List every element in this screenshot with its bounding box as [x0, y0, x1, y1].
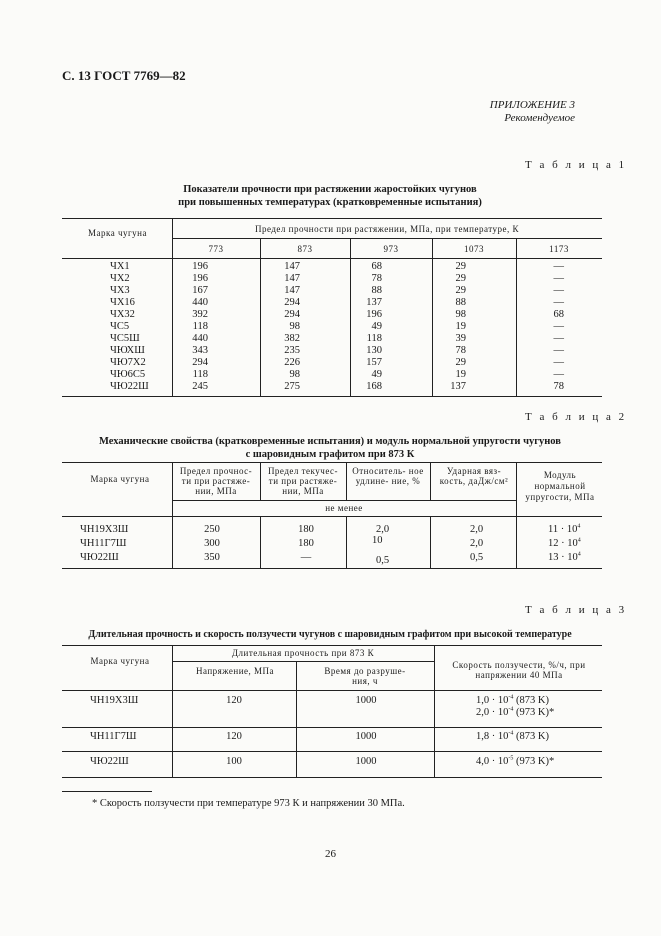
table2-cell-impact: 2,0 [470, 524, 484, 535]
table1-cell-mark: ЧС5 [110, 321, 130, 332]
table1-cell: 196 [366, 309, 382, 320]
creep-base: 4,0 · 10 [476, 756, 509, 767]
table1-cell: 49 [371, 321, 382, 332]
table1-cell-mark: ЧС5Ш [110, 333, 140, 344]
footnote: * Скорость ползучести при температуре 973 К и напряжении 30 МПа. [92, 798, 405, 809]
table3-title: Длительная прочность и скорость ползучести чугунов с шаровидным графитом при высокой температуре [88, 629, 572, 640]
table2-col-elong: Относитель- ное удлине- ние, % [352, 466, 424, 486]
table1-cell: — [553, 369, 564, 380]
table1-cell: 137 [450, 381, 466, 392]
table3-cell-mark: ЧН19Х3Ш [90, 695, 139, 706]
table2-cell-mark: ЧН19Х3Ш [80, 524, 129, 535]
table1-cell-mark: ЧЮ6С5 [110, 369, 146, 380]
appendix-note: Рекомендуемое [504, 112, 575, 124]
table3-cell-creep [476, 731, 549, 743]
table3-col-time: Время до разруше- ния, ч [324, 666, 406, 686]
table1-cell: 196 [192, 261, 208, 272]
table3-col-mark: Марка чугуна [90, 656, 150, 666]
table1-cell-mark: ЧХ1 [110, 261, 130, 272]
table3-cell-time: 1000 [355, 731, 377, 742]
table1-cell: 167 [192, 285, 208, 296]
table1-label: Т а б л и ц а 1 [525, 159, 627, 171]
table1-cell-mark: ЧЮХШ [110, 345, 145, 356]
table1-cell: — [553, 261, 564, 272]
table2-cell-modulus [548, 524, 580, 536]
table1-col-mark: Марка чугуна [87, 228, 147, 238]
table1-col-group: Предел прочности при растяжении, МПа, при температуре, К [254, 224, 520, 234]
table1-cell: 49 [371, 369, 382, 380]
table3-cell-mark: ЧЮ22Ш [90, 756, 129, 767]
table1-cell: 294 [284, 297, 300, 308]
table1-cell: 130 [366, 345, 382, 356]
table2-title-line1: Механические свойства (кратковременные испытания) и модуль нормальной упругости чугунов [99, 436, 561, 447]
table1-cell: 196 [192, 273, 208, 284]
table1-cell: 440 [192, 297, 208, 308]
table1-title-line2: при повышенных температурах (кратковременные испытания) [178, 197, 482, 208]
table2-cell-elong: 2,0 [376, 524, 390, 535]
table2-cell-yield: 180 [298, 524, 314, 535]
table1-cell: 157 [366, 357, 382, 368]
table1-title-line1: Показатели прочности при растяжении жаростойких чугунов [183, 184, 477, 195]
table2-cell-elong: 10 [372, 535, 383, 546]
table2-cell-mark: ЧН11Г7Ш [80, 538, 127, 549]
table3-col-stress: Напряжение, МПа [195, 666, 275, 676]
table1-cell: 382 [284, 333, 300, 344]
table1-cell: 168 [366, 381, 382, 392]
table1-cell: 19 [455, 369, 466, 380]
appendix-block [490, 99, 575, 125]
table1-cell: 78 [553, 381, 564, 392]
creep-exp: -4 [508, 730, 514, 737]
table1-cell: 78 [371, 273, 382, 284]
table1-temp: 973 [383, 244, 399, 254]
table2-col-impact: Ударная вяз- кость, даДж/см² [439, 466, 509, 486]
table2-col-yield: Предел текучес- ти при растяже- нии, МПа [267, 466, 339, 496]
table1-cell-mark: ЧЮ22Ш [110, 381, 149, 392]
table1-cell: 235 [284, 345, 300, 356]
table2-cell-modulus [548, 552, 581, 564]
table2-label: Т а б л и ц а 2 [525, 411, 627, 423]
table1-cell: — [553, 273, 564, 284]
page-header: С. 13 ГОСТ 7769—82 [62, 68, 186, 83]
table2-cell-impact: 2,0 [470, 538, 484, 549]
modulus-base: 11 · 10 [548, 524, 578, 535]
table3-cell-stress: 100 [226, 756, 242, 767]
modulus-exp: 4 [577, 537, 581, 544]
table1-cell: 343 [192, 345, 208, 356]
table1-cell-mark: ЧЮ7Х2 [110, 357, 146, 368]
table2-cell-modulus [548, 538, 581, 550]
creep-tail: (873 K) [513, 695, 549, 706]
table1-cell-mark: ЧХ32 [110, 309, 135, 320]
creep-exp: -5 [508, 755, 514, 762]
table1-cell: — [553, 345, 564, 356]
table2-title-line2: с шаровидным графитом при 873 К [245, 449, 415, 460]
table3-cell-stress: 120 [226, 731, 242, 742]
table1-cell: — [553, 297, 564, 308]
table1-cell: 68 [371, 261, 382, 272]
table2-cell-strength: 300 [204, 538, 220, 549]
table3-col-group: Длительная прочность при 873 К [231, 648, 375, 658]
creep-base: 1,8 · 10 [476, 731, 509, 742]
table2-cell-yield: 180 [298, 538, 314, 549]
table1-title [60, 183, 600, 209]
table1-cell: — [553, 333, 564, 344]
table1-cell: 88 [455, 297, 466, 308]
table3-cell-time: 1000 [355, 756, 377, 767]
modulus-exp: 4 [577, 523, 581, 530]
table1-cell: 29 [455, 285, 466, 296]
table2-title [60, 435, 600, 461]
table3-col-creep: Скорость ползучести, %/ч, при напряжении 40 МПа [452, 660, 586, 680]
table3-label: Т а б л и ц а 3 [525, 604, 627, 616]
table1-cell-mark: ЧХ2 [110, 273, 130, 284]
modulus-exp: 4 [577, 551, 581, 558]
modulus-base: 13 · 10 [548, 552, 578, 563]
table1-cell: 294 [192, 357, 208, 368]
table1-cell: 118 [366, 333, 382, 344]
table1-cell: 294 [284, 309, 300, 320]
table1-temp: 1073 [464, 244, 484, 254]
table1-cell: 245 [192, 381, 208, 392]
table1-cell: 147 [284, 273, 300, 284]
table1-cell: 226 [284, 357, 300, 368]
table1-cell: 29 [455, 261, 466, 272]
table3-cell-creep [476, 707, 554, 719]
table1-cell: 98 [455, 309, 466, 320]
page-number: 26 [325, 848, 336, 860]
table2-cell-strength: 250 [204, 524, 220, 535]
table1-cell: — [553, 321, 564, 332]
table2-cell-elong: 0,5 [376, 555, 390, 566]
table1-cell: 440 [192, 333, 208, 344]
creep-tail: (973 K)* [513, 707, 555, 718]
table1-cell-mark: ЧХ16 [110, 297, 135, 308]
table1-temp: 773 [208, 244, 224, 254]
table1-cell: 137 [366, 297, 382, 308]
table1-cell: 98 [289, 321, 300, 332]
table1-cell: 118 [192, 321, 208, 332]
table3-cell-time: 1000 [355, 695, 377, 706]
table2-col-mark: Марка чугуна [90, 474, 150, 484]
table1-cell-mark: ЧХ3 [110, 285, 130, 296]
table1-cell: — [553, 357, 564, 368]
table1-cell: 275 [284, 381, 300, 392]
table1-cell: 98 [289, 369, 300, 380]
table1-cell: 147 [284, 285, 300, 296]
creep-tail: (973 K)* [513, 756, 555, 767]
table1-cell: 39 [455, 333, 466, 344]
table2-cell-strength: 350 [204, 552, 220, 563]
table1-cell: 19 [455, 321, 466, 332]
creep-exp: -4 [508, 694, 514, 701]
table2-cell-impact: 0,5 [470, 552, 484, 563]
creep-base: 1,0 · 10 [476, 695, 509, 706]
creep-exp: -4 [508, 706, 514, 713]
table1-cell: 29 [455, 357, 466, 368]
creep-tail: (873 K) [513, 731, 549, 742]
table3-cell-creep [476, 695, 549, 707]
table1-temp: 1173 [549, 244, 569, 254]
table3-cell-creep [476, 756, 554, 768]
table1-cell: 78 [455, 345, 466, 356]
table2-min-note: не менее [325, 503, 363, 513]
table1-temp: 873 [297, 244, 313, 254]
table1-cell: 147 [284, 261, 300, 272]
table1-cell: 392 [192, 309, 208, 320]
table1-cell: — [553, 285, 564, 296]
table2-col-strength: Предел прочнос- ти при растяже- нии, МПа [179, 466, 253, 496]
table3-cell-mark: ЧН11Г7Ш [90, 731, 137, 742]
table3-cell-stress: 120 [226, 695, 242, 706]
table2-cell-mark: ЧЮ22Ш [80, 552, 119, 563]
table1-cell: 118 [192, 369, 208, 380]
table2-col-modulus: Модуль нормальной упругости, МПа [525, 470, 595, 502]
table1-cell: 88 [371, 285, 382, 296]
creep-base: 2,0 · 10 [476, 707, 509, 718]
table1-cell: 29 [455, 273, 466, 284]
table1-cell: 68 [553, 309, 564, 320]
table2-cell-yield: — [300, 552, 312, 563]
appendix-label: ПРИЛОЖЕНИЕ 3 [489, 99, 575, 111]
modulus-base: 12 · 10 [548, 538, 578, 549]
